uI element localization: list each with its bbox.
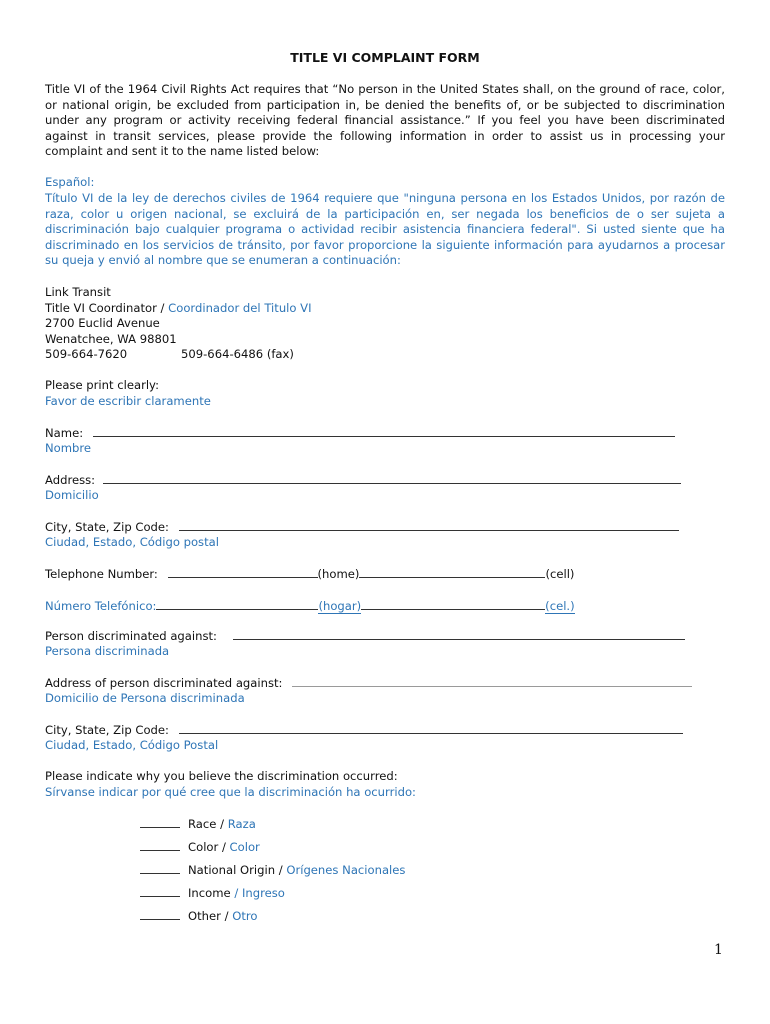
csz-label-es: Ciudad, Estado, Código postal [45, 535, 219, 549]
csz-field[interactable] [179, 519, 679, 531]
coordinator-es: Coordinador del Titulo VI [168, 301, 312, 315]
income-label: Income [188, 886, 235, 900]
hogar-label: (hogar) [318, 599, 362, 613]
cell-phone-field[interactable] [359, 566, 545, 578]
option-race [140, 816, 256, 833]
cel-label: (cel.) [545, 599, 575, 613]
color-label: Color / [188, 840, 230, 854]
person-address-row [45, 675, 692, 692]
national-origin-label-es: Orígenes Nacionales [286, 863, 406, 877]
csz-label: City, State, Zip Code: [45, 520, 169, 534]
other-label: Other / [188, 909, 233, 923]
option-national-origin [140, 862, 405, 879]
person-field[interactable] [233, 628, 685, 640]
intro-spanish: Título VI de la ley de derechos civiles de 1964 requiere que "ninguna persona en los Estados Unidos, por razón de raza, color u origen nacional, se excluirá de la participación en, ser negada los beneficios de o ser sujeta a discriminación bajo cualquier programa o actividad recibir asistencia financiera federal". Si usted siente que ha discriminado en los servicios de tránsito, por favor proporcione la siguiente información para ayudarnos a procesar su queja y envió al nombre que se enumeran a continuación: [45, 191, 725, 268]
page-number: 1 [714, 942, 723, 958]
cel-phone-field[interactable] [361, 598, 545, 610]
spanish-heading: Español: [45, 175, 95, 189]
telephone-label: Telephone Number: [45, 567, 158, 581]
home-label: (home) [317, 567, 360, 581]
name-label-es: Nombre [45, 441, 92, 455]
person-address-label-es: Domicilio de Persona discriminada [45, 691, 245, 705]
print-clearly-es: Favor de escribir claramente [45, 394, 211, 408]
reason-en: Please indicate why you believe the discrimination occurred: [45, 769, 398, 783]
telephone-label-es: Número Telefónico: [45, 599, 157, 613]
income-checkline[interactable] [140, 885, 180, 897]
csz2-row [45, 722, 683, 739]
contact-street: 2700 Euclid Avenue [45, 316, 160, 330]
form-title: TITLE VI COMPLAINT FORM [290, 50, 480, 65]
intro-english: Title VI of the 1964 Civil Rights Act requires that “No person in the United States shall, on the ground of race, color, or national origin, be excluded from participation in, be denied the benefits of, or be subjected to discrimination under any program or activity receiving federal financial assistance.” If you feel you have been discriminated against in transit services, please provide the following information in order to assist us in processing your complaint and sent it to the name listed below: [45, 82, 725, 159]
contact-fax: 509-664-6486 (fax) [181, 347, 294, 361]
csz2-field[interactable] [179, 722, 683, 734]
race-label-es: Raza [227, 817, 256, 831]
home-phone-field[interactable] [168, 566, 318, 578]
address-label: Address: [45, 473, 96, 487]
race-checkline[interactable] [140, 816, 180, 828]
person-address-field[interactable] [292, 675, 692, 687]
telephone-row [45, 566, 574, 583]
contact-coordinator [45, 301, 312, 317]
national-origin-label: National Origin / [188, 863, 287, 877]
person-row [45, 628, 685, 645]
color-label-es: Color [229, 840, 260, 854]
telephone-row-es [45, 598, 575, 615]
option-other [140, 908, 257, 925]
person-label-es: Persona discriminada [45, 644, 170, 658]
option-color [140, 839, 260, 856]
csz2-label: City, State, Zip Code: [45, 723, 169, 737]
contact-org: Link Transit [45, 285, 111, 299]
race-label: Race / [188, 817, 228, 831]
coordinator-en: Title VI Coordinator / [45, 301, 169, 315]
name-field[interactable] [93, 425, 675, 437]
address-label-es: Domicilio [45, 488, 99, 502]
person-label: Person discriminated against: [45, 629, 217, 643]
national-origin-checkline[interactable] [140, 862, 180, 874]
color-checkline[interactable] [140, 839, 180, 851]
name-row [45, 425, 675, 442]
name-label: Name: [45, 426, 84, 440]
contact-phone: 509-664-7620 [45, 347, 128, 361]
address-field[interactable] [103, 472, 681, 484]
option-income [140, 885, 285, 902]
hogar-phone-field[interactable] [156, 598, 318, 610]
address-row [45, 472, 681, 489]
contact-city: Wenatchee, WA 98801 [45, 332, 177, 346]
csz-row [45, 519, 679, 536]
income-label-es: / Ingreso [234, 886, 285, 900]
csz2-label-es: Ciudad, Estado, Código Postal [45, 738, 219, 752]
reason-es: Sírvanse indicar por qué cree que la discriminación ha ocurrido: [45, 785, 416, 799]
cell-label: (cell) [545, 567, 575, 581]
other-checkline[interactable] [140, 908, 180, 920]
person-address-label: Address of person discriminated against: [45, 676, 283, 690]
other-label-es: Otro [232, 909, 258, 923]
print-clearly-en: Please print clearly: [45, 378, 159, 392]
contact-phones [45, 347, 294, 363]
